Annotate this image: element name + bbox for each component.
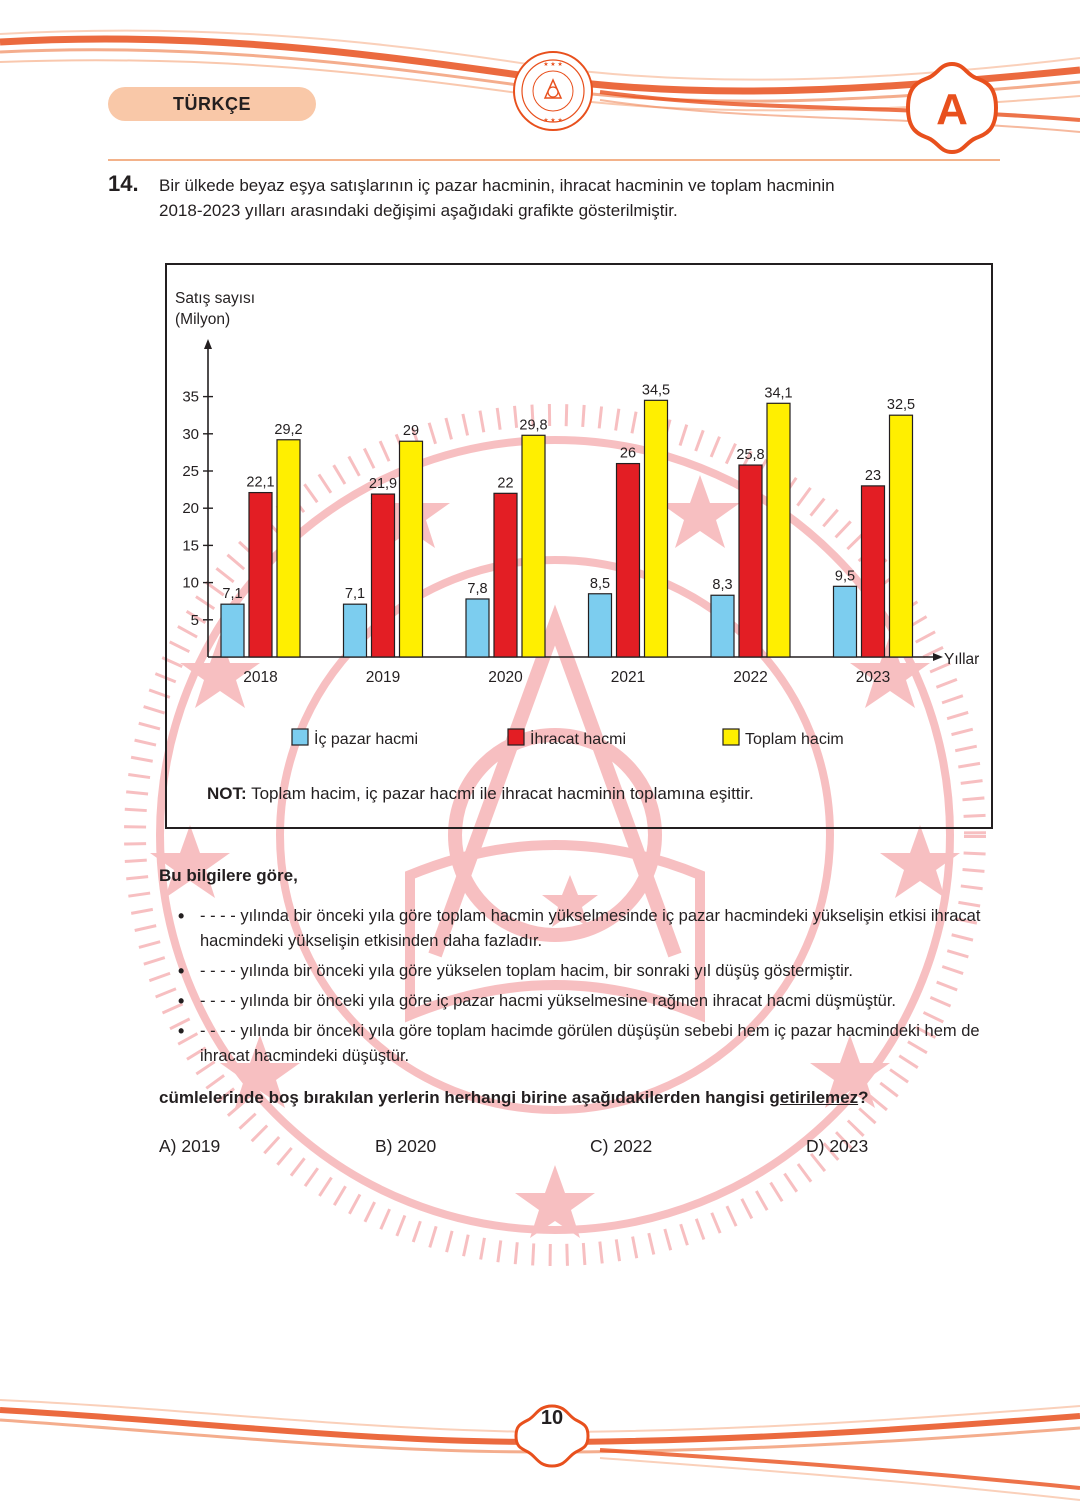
x-tick-label: 2018 <box>243 669 278 686</box>
choice-d[interactable]: D) 2023 <box>806 1136 869 1156</box>
y-tick-label: 20 <box>182 500 199 518</box>
bar-value-label: 26 <box>619 445 637 462</box>
bar-value-label: 34,1 <box>764 385 793 402</box>
booklet-badge <box>904 60 1000 156</box>
legend-label: Toplam hacim <box>745 731 844 748</box>
y-tick-label: 10 <box>182 574 199 592</box>
bar-value-label: 29 <box>402 423 420 440</box>
legend-label: İhracat hacmi <box>530 731 627 748</box>
x-tick-label: 2022 <box>733 669 768 686</box>
bar <box>372 494 395 657</box>
page-number: 10 <box>540 1407 564 1429</box>
bar <box>834 586 857 657</box>
x-axis-arrow <box>933 653 943 661</box>
svg-text:★ ★ ★: ★ ★ ★ <box>543 118 563 124</box>
question-stem: Bu bilgilere göre, <box>159 866 298 885</box>
chart-note-label: NOT: <box>207 784 247 803</box>
bar-value-label: 9,5 <box>834 568 856 585</box>
bar-value-label: 23 <box>864 467 882 484</box>
x-tick-label: 2021 <box>610 669 646 686</box>
bar-value-label: 22,1 <box>246 474 275 491</box>
bar-value-label: 29,8 <box>519 417 548 434</box>
choice-c[interactable]: C) 2022 <box>590 1136 653 1156</box>
chart-note <box>207 784 754 803</box>
x-tick-label: 2019 <box>365 669 401 686</box>
y-tick-label: 15 <box>182 537 199 555</box>
y-axis-arrow <box>204 339 212 349</box>
bar-value-label: 25,8 <box>736 447 765 464</box>
bar-value-label: 7,1 <box>222 586 243 603</box>
bar-value-label: 7,1 <box>344 586 366 603</box>
bar <box>249 493 272 657</box>
x-tick-label: 2023 <box>855 669 891 686</box>
bar-value-label: 8,3 <box>712 577 733 594</box>
bar <box>739 465 762 657</box>
bar <box>890 415 913 657</box>
bar-value-label: 7,8 <box>467 580 488 597</box>
x-tick-label: 2020 <box>488 669 523 686</box>
bar-value-label: 32,5 <box>886 397 916 414</box>
y-axis-label-line2: (Milyon) <box>175 311 231 328</box>
y-tick-label: 25 <box>182 463 199 480</box>
header-divider <box>108 159 1000 161</box>
final-question-emphasis: getirilemez <box>769 1088 859 1107</box>
legend-swatch <box>292 729 308 745</box>
bar <box>400 441 423 657</box>
final-question-text: cümlelerinde boş bırakılan yerlerin herhangi birine aşağıdakilerden hangisi <box>159 1088 770 1107</box>
legend-swatch <box>508 729 524 745</box>
subject-badge <box>108 87 316 121</box>
question-number: 14. <box>108 171 139 196</box>
legend-label: İç pazar hacmi <box>314 731 419 748</box>
bar-value-label: 8,5 <box>589 575 611 592</box>
question-text-line1: Bir ülkede beyaz eşya satışlarının iç pazar hacminin, ihracat hacminin ve toplam hacminin <box>159 176 835 195</box>
x-axis-label: Yıllar <box>944 651 980 668</box>
statement-item: • - - - - yılında bir önceki yıla göre toplam hacimde görülen düşüşün sebebi hem iç pazar hacmindeki hem de ihracat hacmindeki düşüştür. <box>178 1019 1008 1069</box>
question-text <box>159 173 959 223</box>
final-question <box>159 1088 869 1108</box>
bar-value-label: 21,9 <box>368 476 398 493</box>
svg-text:★ ★ ★: ★ ★ ★ <box>543 62 563 68</box>
bar <box>617 464 640 657</box>
statement-item: • - - - - yılında bir önceki yıla göre iç pazar hacmi yükselmesine rağmen ihracat hacmi düşmüştür. <box>178 989 1008 1014</box>
bar <box>277 440 300 657</box>
legend-swatch <box>723 729 739 745</box>
y-tick-label: 35 <box>182 388 199 406</box>
statement-item: • - - - - yılında bir önceki yıla göre toplam hacmin yükselmesinde iç pazar hacmindeki yükselişin etkisi ihracat hacmindeki yükselişin etkisinden daha fazladır. <box>178 904 1008 954</box>
statement-item: • - - - - yılında bir önceki yıla göre yükselen toplam hacim, bir sonraki yıl düşüş göstermiştir. <box>178 959 1008 984</box>
ministry-seal-logo <box>512 50 594 132</box>
bar <box>466 599 489 657</box>
statement-list <box>178 904 1008 1074</box>
bar-chart <box>165 263 993 829</box>
bar-value-label: 34,5 <box>641 382 671 399</box>
bar <box>344 604 367 657</box>
bar <box>862 486 885 657</box>
footer-ribbon <box>0 1380 1080 1512</box>
y-axis-label-line1: Satış sayısı <box>175 290 256 307</box>
bar <box>221 604 244 657</box>
question-text-line2: 2018-2023 yılları arasındaki değişimi aşağıdaki grafikte gösterilmiştir. <box>159 201 678 220</box>
final-question-mark: ? <box>858 1088 869 1107</box>
bar <box>711 595 734 657</box>
y-tick-label: 30 <box>182 425 199 443</box>
choice-a[interactable]: A) 2019 <box>159 1136 221 1156</box>
chart-note-text: Toplam hacim, iç pazar hacmi ile ihracat hacminin toplamına eşittir. <box>246 784 754 803</box>
y-tick-label: 5 <box>190 611 199 629</box>
bar <box>767 403 790 657</box>
subject-label: TÜRKÇE <box>173 94 251 114</box>
bar-value-label: 22 <box>497 475 514 492</box>
booklet-letter: A <box>936 85 968 134</box>
bar-value-label: 29,2 <box>274 421 303 438</box>
choice-b[interactable]: B) 2020 <box>375 1136 437 1156</box>
bar <box>589 594 612 657</box>
bar <box>494 493 517 657</box>
bar <box>645 400 668 657</box>
bar <box>522 435 545 657</box>
